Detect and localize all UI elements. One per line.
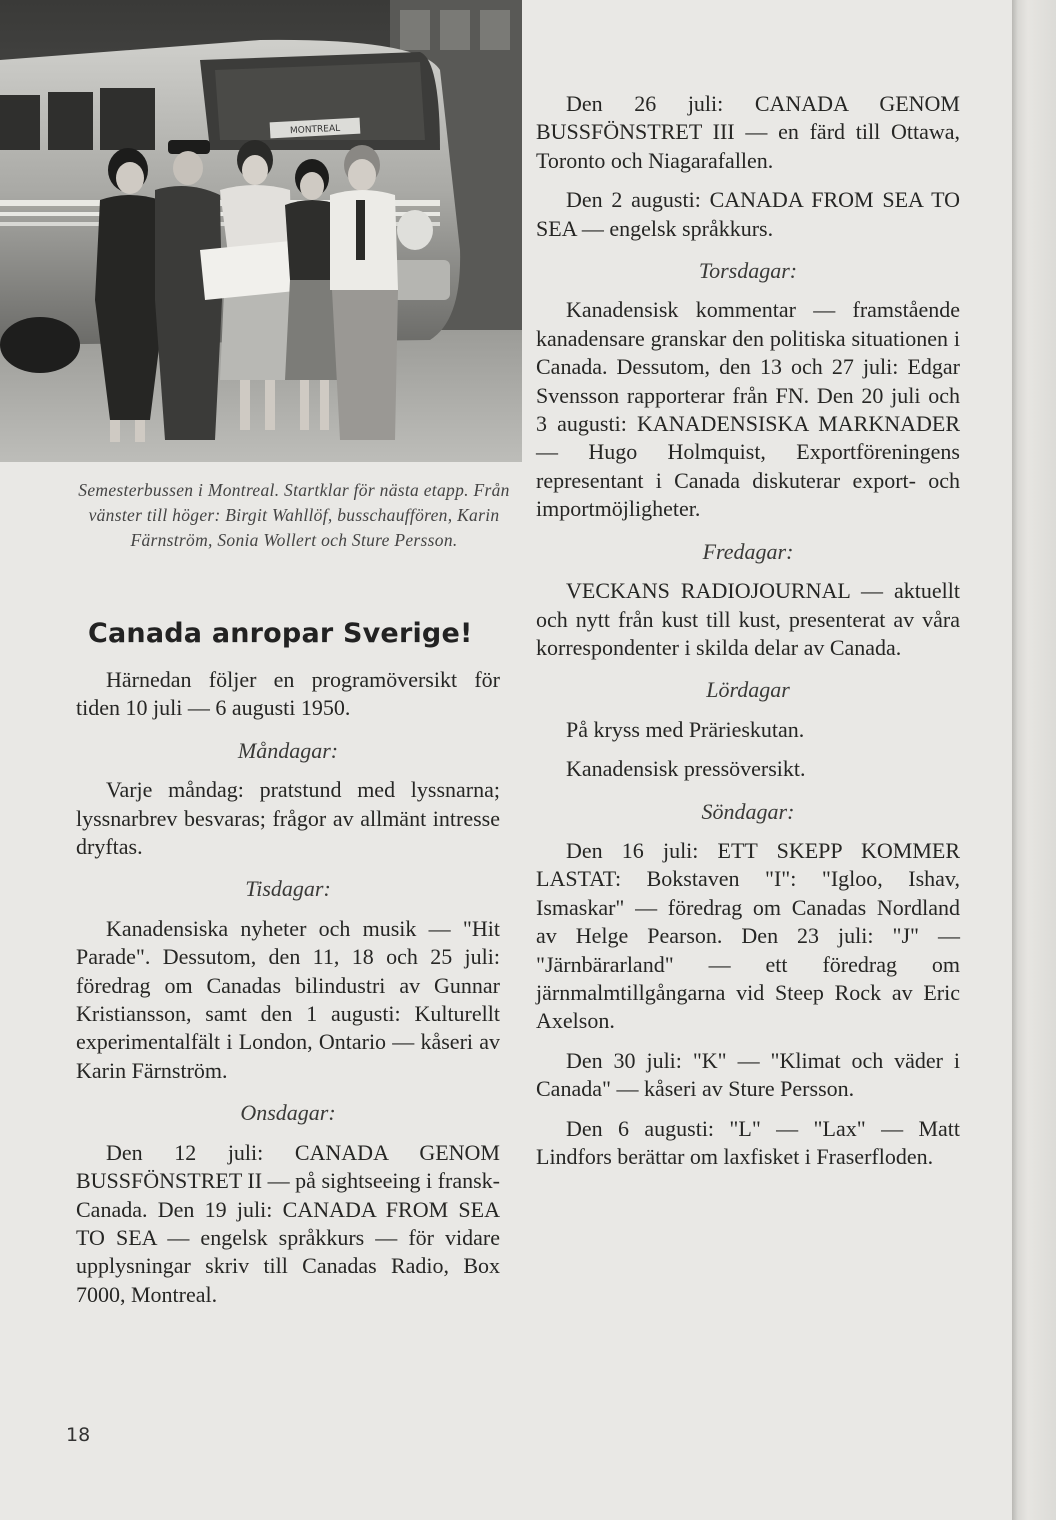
saturday-text-2: Kanadensisk pressöversikt. — [566, 756, 806, 782]
sunday-text-2: Den 30 juli: "K" — "Klimat och väder i Canada" — kåseri av Sture Persson. — [536, 1047, 960, 1102]
thursday-text: Kanadensisk kommentar — framstående kanadensare granskar den politiska situationen i Canada. Dessutom, den 13 och 27 juli: Edgar Svensson rapporterar från FN. Den 20 juli och 3 augusti: KANADENSISKA MARKNADER — Hugo Holmquist, Exportföreningens representant i Canada diskuterar export- och importmöjligheter. — [536, 297, 960, 522]
saturday-text-1: På kryss med Prärieskutan. — [566, 716, 805, 742]
sunday-text-3: Den 6 augusti: "L" — "Lax" — Matt Lindfors berättar om laxfisket i Fraserfloden. — [536, 1115, 960, 1169]
page-gutter — [1012, 0, 1056, 1520]
article-title: Canada anropar Sverige! — [88, 618, 473, 649]
day-heading-saturday: Lördagar — [706, 677, 790, 703]
photo-caption: Semesterbussen i Montreal. Startklar för nästa etapp. Från vänster till höger: Birgit Wahllöf, busschauffören, Karin Färnström, Sonia Wollert och Sture Persson. — [78, 480, 510, 550]
friday-text: VECKANS RADIOJOURNAL — aktuellt och nytt från kust till kust, presenterat av våra korrespondenter i skilda delar av Canada. — [536, 578, 960, 660]
day-heading-tuesday: Tisdagar: — [245, 876, 331, 902]
monday-text: Varje måndag: pratstund med lyssnarna; lyssnarbrev besvaras; frågor av allmänt intresse dryftas. — [76, 777, 500, 860]
sunday-text-1: Den 16 juli: ETT SKEPP KOMMER LASTAT: Bokstaven "I": "Igloo, Ishav, Ismaskar" — föredrag om Canadas Nordland av Helge Pearson. Den 23 juli: "J" — "Järnbärarland" — ett föredrag om järnmalmtillgångarna vid Steep Rock av Eric Axelson. — [536, 837, 960, 1034]
left-column — [76, 666, 500, 1320]
page-number: 18 — [66, 1424, 91, 1446]
day-heading-wednesday: Onsdagar: — [240, 1100, 336, 1126]
intro-paragraph: Härnedan följer en programöversikt för tiden 10 juli — 6 augusti 1950. — [76, 667, 500, 721]
wednesday-text-2: Den 26 juli: CANADA GENOM BUSSFÖNSTRET III — en färd till Ottawa, Toronto och Niagarafallen. — [536, 91, 960, 173]
tuesday-text: Kanadensiska nyheter och musik — "Hit Parade". Dessutom, den 11, 18 och 25 juli: föredrag om Canadas bilindustri av Gunnar Kristiansson, samt den 1 augusti: Kulturellt experimentalfält i London, Ontario — kåseri av Karin Färnström. — [76, 915, 500, 1083]
right-column — [536, 90, 960, 1182]
day-heading-monday: Måndagar: — [237, 737, 339, 763]
bus-photo — [0, 0, 522, 462]
bus-sign: MONTREAL — [289, 123, 341, 137]
wednesday-text: Den 12 juli: CANADA GENOM BUSSFÖNSTRET II — på sightseeing i fransk-Canada. Den 19 juli: CANADA FROM SEA TO SEA — engelsk språkkurs — för vidare upplysningar skriv till Canadas Radio, Box 7000, Montreal. — [76, 1139, 500, 1307]
day-heading-sunday: Söndagar: — [701, 798, 795, 824]
day-heading-thursday: Torsdagar: — [698, 258, 798, 284]
wednesday-text-3: Den 2 augusti: CANADA FROM SEA TO SEA — engelsk språkkurs. — [536, 187, 960, 241]
day-heading-friday: Fredagar: — [702, 538, 794, 564]
